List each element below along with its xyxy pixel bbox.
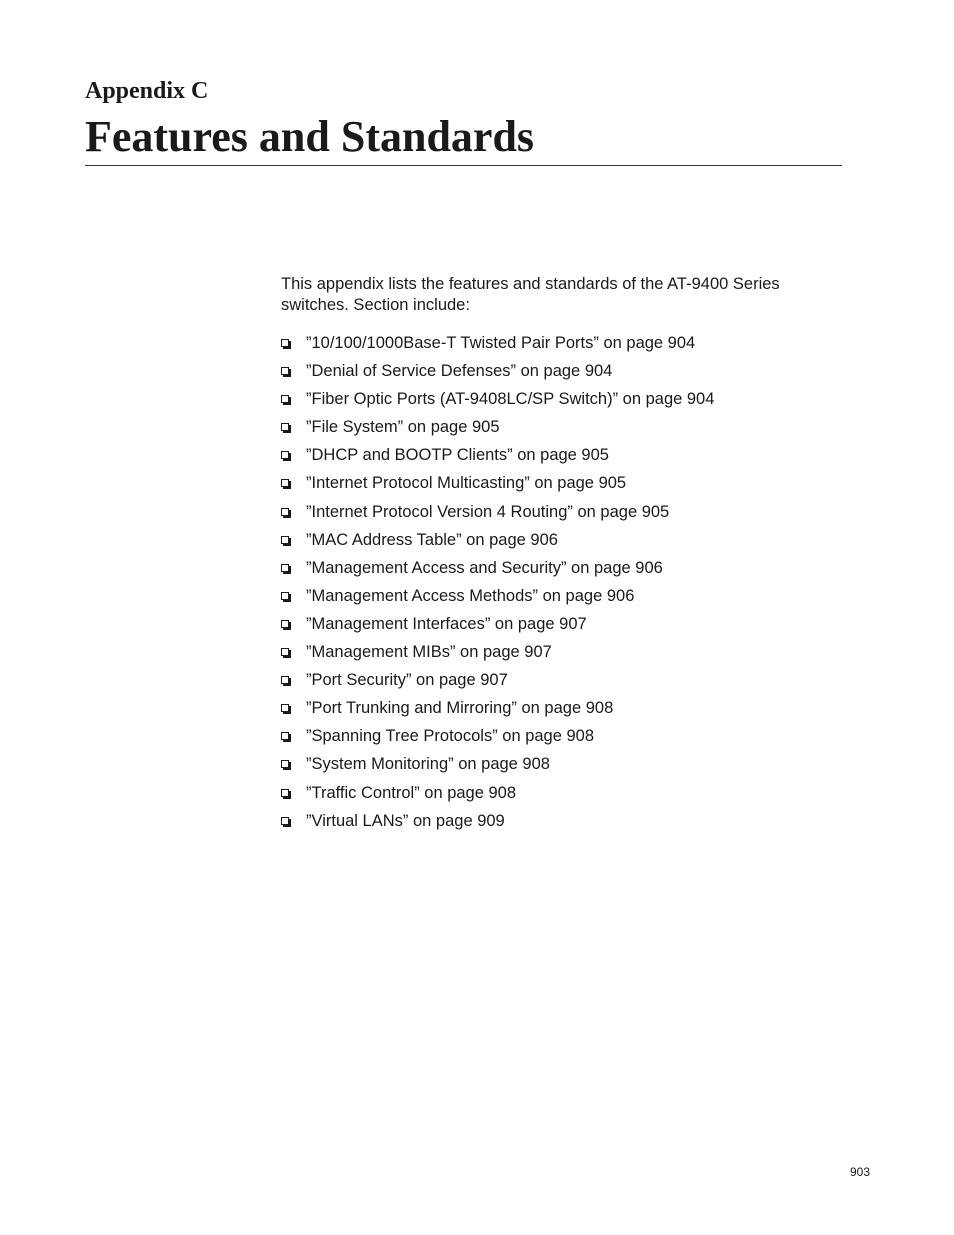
checkbox-bullet-icon [281,817,289,825]
section-link-fiber-optic-ports[interactable]: ”Fiber Optic Ports (AT-9408LC/SP Switch)” on page 904 [306,390,715,409]
list-item [281,753,714,781]
list-item [281,810,714,838]
section-link-virtual-lans[interactable]: ”Virtual LANs” on page 909 [306,811,505,830]
checkbox-bullet-icon [281,676,289,684]
section-link-management-interfaces[interactable]: ”Management Interfaces” on page 907 [306,614,587,633]
section-link-management-access-security[interactable]: ”Management Access and Security” on page 906 [306,558,663,577]
checkbox-bullet-icon [281,620,289,628]
section-link-dhcp-bootp[interactable]: ”DHCP and BOOTP Clients” on page 905 [306,446,609,465]
page-title: Features and Standards [85,112,535,161]
list-item [281,669,714,697]
checkbox-bullet-icon [281,367,289,375]
section-link-port-security[interactable]: ”Port Security” on page 907 [306,671,508,690]
list-item [281,388,714,416]
checkbox-bullet-icon [281,508,289,516]
list-item [281,472,714,500]
section-list [281,332,714,838]
checkbox-bullet-icon [281,536,289,544]
page-number: 903 [850,1165,871,1179]
checkbox-bullet-icon [281,479,289,487]
checkbox-bullet-icon [281,648,289,656]
list-item [281,557,714,585]
list-item [281,613,714,641]
list-item [281,725,714,753]
checkbox-bullet-icon [281,704,289,712]
list-item [281,416,714,444]
checkbox-bullet-icon [281,564,289,572]
checkbox-bullet-icon [281,451,289,459]
checkbox-bullet-icon [281,592,289,600]
section-link-system-monitoring[interactable]: ”System Monitoring” on page 908 [306,755,550,774]
checkbox-bullet-icon [281,732,289,740]
checkbox-bullet-icon [281,395,289,403]
section-link-management-access-methods[interactable]: ”Management Access Methods” on page 906 [306,586,635,605]
list-item [281,585,714,613]
section-link-file-system[interactable]: ”File System” on page 905 [306,418,500,437]
list-item [281,444,714,472]
section-link-management-mibs[interactable]: ”Management MIBs” on page 907 [306,643,552,662]
list-item [281,641,714,669]
checkbox-bullet-icon [281,423,289,431]
checkbox-bullet-icon [281,339,289,347]
intro-paragraph: This appendix lists the features and standards of the AT-9400 Series switches. Section include: [281,275,780,314]
list-item [281,529,714,557]
checkbox-bullet-icon [281,760,289,768]
list-item [281,360,714,388]
section-link-port-trunking-mirroring[interactable]: ”Port Trunking and Mirroring” on page 908 [306,699,614,718]
list-item [281,332,714,360]
list-item [281,782,714,810]
list-item [281,501,714,529]
section-link-mac-address-table[interactable]: ”MAC Address Table” on page 906 [306,530,558,549]
section-link-traffic-control[interactable]: ”Traffic Control” on page 908 [306,783,517,802]
list-item [281,697,714,725]
checkbox-bullet-icon [281,789,289,797]
section-link-ip-multicasting[interactable]: ”Internet Protocol Multicasting” on page 905 [306,474,627,493]
section-link-twisted-pair-ports[interactable]: ”10/100/1000Base-T Twisted Pair Ports” on page 904 [306,334,696,352]
section-link-ipv4-routing[interactable]: ”Internet Protocol Version 4 Routing” on page 905 [306,502,670,521]
appendix-label: Appendix C [85,78,209,104]
title-divider [85,165,842,166]
section-link-denial-of-service[interactable]: ”Denial of Service Defenses” on page 904 [306,362,613,381]
section-link-spanning-tree[interactable]: ”Spanning Tree Protocols” on page 908 [306,727,595,746]
